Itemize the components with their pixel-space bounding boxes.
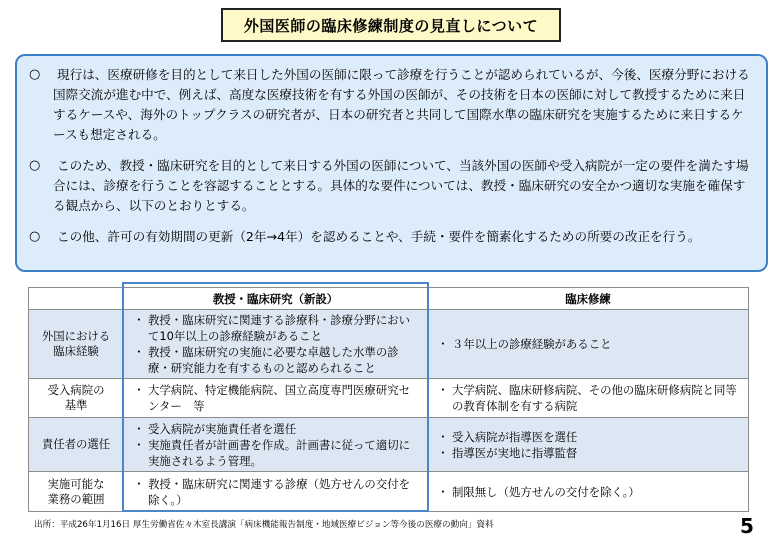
page-title: 外国医師の臨床修練制度の見直しについて: [221, 8, 561, 42]
table-cell: ・ 受入病院が実施責任者を選任 ・ 実施責任者が計画書を作成。計画書に従って適切に実施されるよう管理。: [124, 418, 428, 472]
summary-paragraph: [29, 156, 754, 216]
header-new-program: 教授・臨床研究（新設）: [124, 288, 428, 310]
circle-bullet-icon: ○: [29, 67, 41, 82]
bullet-dot-icon: ・: [133, 313, 145, 327]
table-row: [29, 379, 749, 418]
bullet-dot-icon: ・: [133, 345, 145, 359]
bullet-dot-icon: ・: [133, 383, 145, 397]
table-row: [29, 310, 749, 379]
table-cell: ・ 教授・臨床研究に関連する診療科・診療分野において10年以上の診療経験があること ・ 教授・臨床研究の実施に必要な卓越した水準の診療・研究能力を有するものと認められること: [124, 310, 428, 379]
table-cell: ・ 大学病院、臨床研修病院、その他の臨床研修病院と同等の教育体制を有する病院: [428, 379, 749, 418]
bullet-dot-icon: ・: [437, 484, 449, 499]
table-header-row: [29, 288, 749, 310]
bullet-dot-icon: ・: [133, 437, 145, 452]
row-label: 実施可能な 業務の範囲: [29, 472, 124, 512]
table-row: [29, 472, 749, 512]
bullet-dot-icon: ・: [133, 476, 145, 491]
bullet-dot-icon: ・: [437, 383, 449, 397]
table-cell: ・ 大学病院、特定機能病院、国立高度専門医療研究センター 等: [124, 379, 428, 418]
summary-paragraph: [29, 65, 754, 145]
row-label: 受入病院の 基準: [29, 379, 124, 418]
summary-text: 現行は、医療研修を目的として来日した外国の医師に限って診療を行うことが認められているが、今後、医療分野における国際交流が進む中で、例えば、高度な医療技術を有する外国の医師が、その技術を日本の医師に対して教授するために来日するケースや、海外のトップクラスの研究者が、日本の研究者と共同して国際水準の臨床研究を実施するために来日するケースも想定される。: [53, 67, 750, 142]
header-clinical-training: 臨床修練: [428, 288, 749, 310]
circle-bullet-icon: ○: [29, 158, 41, 173]
bullet-dot-icon: ・: [437, 429, 449, 444]
table-cell: ・ ３年以上の診療経験があること: [428, 310, 749, 379]
table-cell: ・ 教授・臨床研究に関連する診療（処方せんの交付を除く。）: [124, 472, 428, 512]
comparison-table: [28, 287, 749, 512]
summary-text: この他、許可の有効期間の更新（2年→4年）を認めることや、手続・要件を簡素化するための所要の改正を行う。: [57, 229, 701, 244]
source-note: 出所：平成26年1月16日 厚生労働省佐々木室長講演「病床機能報告制度・地域医療ビジョン等今後の医療の動向」資料: [34, 520, 494, 530]
row-label: 外国における 臨床経験: [29, 310, 124, 379]
table-cell: ・ 受入病院が指導医を選任 ・ 指導医が実地に指導監督: [428, 418, 749, 472]
table-cell: ・ 制限無し（処方せんの交付を除く。）: [428, 472, 749, 512]
summary-box: [15, 54, 768, 272]
bullet-dot-icon: ・: [133, 421, 145, 436]
summary-paragraph: [29, 227, 754, 247]
table-row: [29, 418, 749, 472]
header-blank: [29, 288, 124, 310]
summary-text: このため、教授・臨床研究を目的として来日する外国の医師について、当該外国の医師や受入病院が一定の要件を満たす場合には、診療を行うことを容認することとする。具体的な要件については、教授・臨床研究の安全かつ適切な実施を確保する観点から、以下のとおりとする。: [53, 158, 749, 213]
bullet-dot-icon: ・: [437, 337, 449, 351]
circle-bullet-icon: ○: [29, 229, 41, 244]
row-label: 責任者の選任: [29, 418, 124, 472]
bullet-dot-icon: ・: [437, 445, 449, 460]
page-number: 5: [740, 514, 754, 538]
